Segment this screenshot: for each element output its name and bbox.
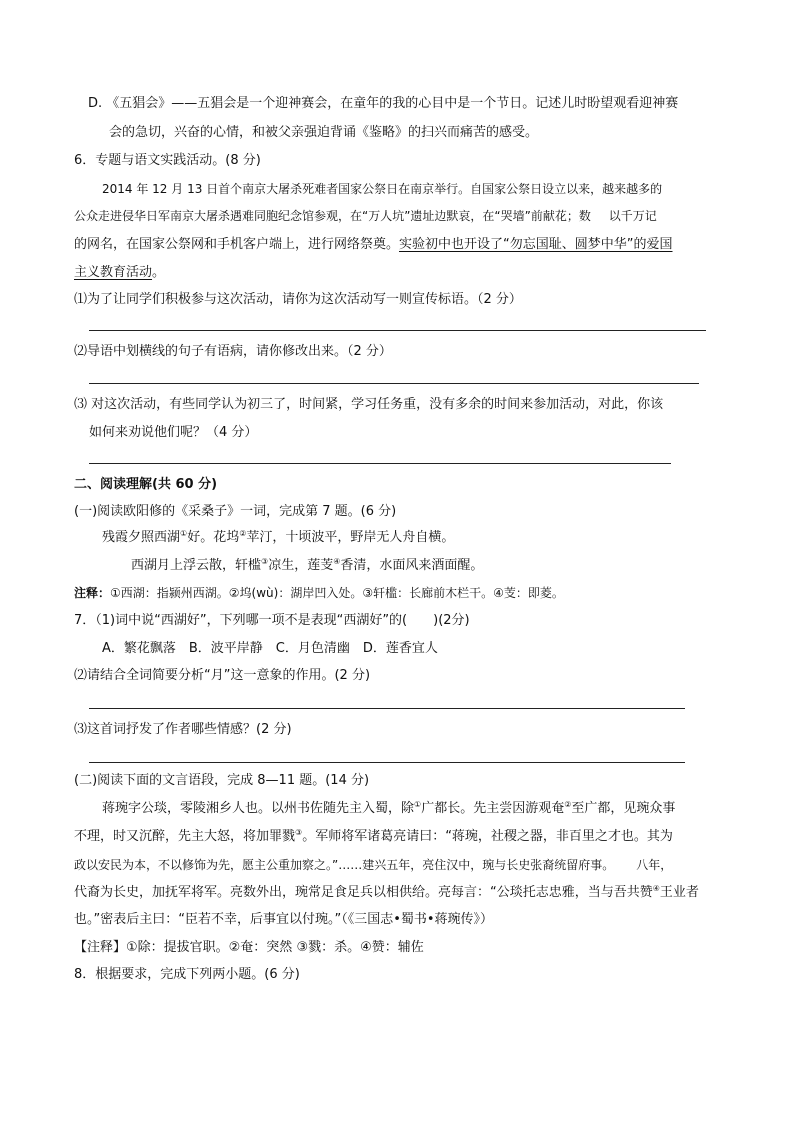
q6-underlined-sentence-b: 主义教育活动 [74, 265, 153, 280]
q5-option-d-line1: D. 《五猖会》——五猖会是一个迎神赛会，在童年的我的心目中是一个节日。记述儿时盼望观看迎神赛 [88, 96, 679, 111]
classical-line5: 也。”密表后主曰：“臣若不幸，后事宜以付琬。”（《三国志•蜀书•蒋琬传》） [74, 912, 494, 927]
classical-line1-c: 至广都，见琬众事 [571, 801, 676, 816]
q7-sub3: ⑶这首词抒发了作者哪些情感？(2 分) [74, 722, 292, 737]
q6-passage-line4 [74, 264, 165, 282]
poem-notes-label: 注释： [74, 586, 111, 600]
classical-line3 [74, 856, 672, 874]
poem-line1 [102, 529, 454, 547]
q8-heading: 8．根据要求，完成下列两小题。(6 分) [74, 967, 300, 982]
q6-underlined-sentence-a: 实验初中也开设了“勿忘国耻、圆梦中华”的爱国 [399, 237, 673, 252]
q6-passage-line2-a: 公众走进侵华日军南京大屠杀遇难同胞纪念馆参观，在“万人坑”遗址边默哀，在“哭墙”前献花；数 [74, 209, 591, 223]
classical-line1 [102, 800, 675, 818]
poem-line2-c: 香清，水面风来酒面醒。 [340, 558, 484, 573]
q6-passage-line4-end: 。 [152, 265, 166, 280]
q5-option-d-line2: 会的急切，兴奋的心情，和被父亲强迫背诵《鉴略》的扫兴而痛苦的感受。 [109, 125, 539, 140]
classical-line3-b: 八年， [636, 858, 673, 872]
q7-sub2: ⑵请结合全词简要分析“月”这一意象的作用。(2 分) [74, 668, 371, 683]
q7-sub2-answer-line[interactable] [89, 708, 685, 709]
classical-line4 [74, 884, 699, 902]
q6-passage-line3-a: 的网名，在国家公祭网和手机客户端上，进行网络祭奠。 [74, 237, 400, 252]
q6-passage-line1: 2014 年 12 月 13 日首个南京大屠杀死难者国家公祭日在南京举行。自国家公祭日设立以来，越来越多的 [102, 182, 663, 196]
part2-heading: 二、阅读理解(共 60 分) [74, 477, 218, 492]
classical-line3-a: 政以安民为本，不以修饰为先，愿主公重加察之。”……建兴五年，亮住汉中，琬与长史张裔统留府事。 [74, 858, 615, 872]
q7-sub3-answer-line[interactable] [89, 762, 685, 763]
poem-notes-text: ①西湖：指颍州西湖。②坞(wù)：湖岸凹入处。③轩槛：长廊前木栏干。④芰：即菱。 [110, 586, 564, 600]
poem-line2-a: 西湖月上浮云散，轩槛 [131, 558, 262, 573]
poem-line1-a: 残霞夕照西湖 [102, 530, 181, 545]
footnote-mark-3: ③ [261, 557, 269, 566]
q6-heading: 6．专题与语文实践活动。(8 分) [74, 153, 261, 168]
reading1-heading: (一)阅读欧阳修的《采桑子》一词，完成第 7 题。(6 分) [74, 504, 397, 519]
q7-options: A．繁花飘落 B．波平岸静 C．月色清幽 D．莲香宜人 [102, 641, 438, 656]
poem-notes [74, 584, 564, 602]
classical-line1-a: 蒋琬字公琰，零陵湘乡人也。以州书佐随先主入蜀，除 [102, 801, 415, 816]
reading2-heading: (二)阅读下面的文言语段，完成 8—11 题。(14 分) [74, 773, 370, 788]
note-mark-4: ④ [652, 884, 660, 893]
q7-sub1: 7．（1)词中说“西湖好”，下列哪一项不是表现“西湖好”的( )(2分) [74, 613, 470, 628]
q6-passage-line3 [74, 236, 673, 254]
classical-line4-b: 王业者 [659, 885, 699, 900]
q6-sub1: ⑴为了让同学们积极参与这次活动，请你为这次活动写一则宣传标语。（2 分） [74, 292, 522, 307]
classical-line4-a: 代裔为长史，加抚军将军。亮数外出，琬常足食足兵以相供给。亮每言：“公琰托志忠雅，当与吾共赞 [74, 885, 653, 900]
q6-sub2: ⑵导语中划横线的句子有语病，请你修改出来。（2 分） [74, 344, 392, 359]
poem-line1-b: 好。花坞 [187, 530, 240, 545]
q6-sub3-answer-line[interactable] [89, 463, 671, 464]
classical-line2 [74, 828, 673, 846]
classical-line1-b: 广都长。先主尝因游观奄 [421, 801, 565, 816]
poem-line2-b: 凉生，莲芰 [268, 558, 334, 573]
q6-passage-line2-b: 以千万记 [608, 209, 657, 223]
classical-line2-a: 不理，时又沉醉，先主大怒，将加罪戮 [74, 829, 296, 844]
classical-line2-b: 。军师将军诸葛亮请曰：“蒋琬，社稷之器，非百里之才也。其为 [302, 829, 673, 844]
q6-sub1-answer-line[interactable] [89, 330, 706, 331]
footnote-mark-1: ① [180, 529, 188, 538]
footnote-mark-2: ② [239, 529, 247, 538]
q6-sub3-line1: ⑶ 对这次活动，有些同学认为初三了，时间紧，学习任务重，没有多余的时间来参加活动，对此，你该 [74, 397, 664, 412]
q6-passage-line2 [74, 207, 657, 225]
q6-sub2-answer-line[interactable] [89, 383, 699, 384]
footnote-mark-4: ④ [333, 557, 341, 566]
classical-notes: 【注释】①除：提拔官职。②奄：突然 ③戮：杀。④赞：辅佐 [74, 940, 424, 955]
note-mark-2: ② [564, 800, 572, 809]
poem-line1-c: 苹汀，十顷波平，野岸无人舟自横。 [246, 530, 455, 545]
q6-sub3-line2: 如何来劝说他们呢？（4 分） [89, 425, 258, 440]
note-mark-3: ③ [295, 828, 303, 837]
note-mark-1: ① [414, 800, 422, 809]
poem-line2 [131, 557, 483, 575]
